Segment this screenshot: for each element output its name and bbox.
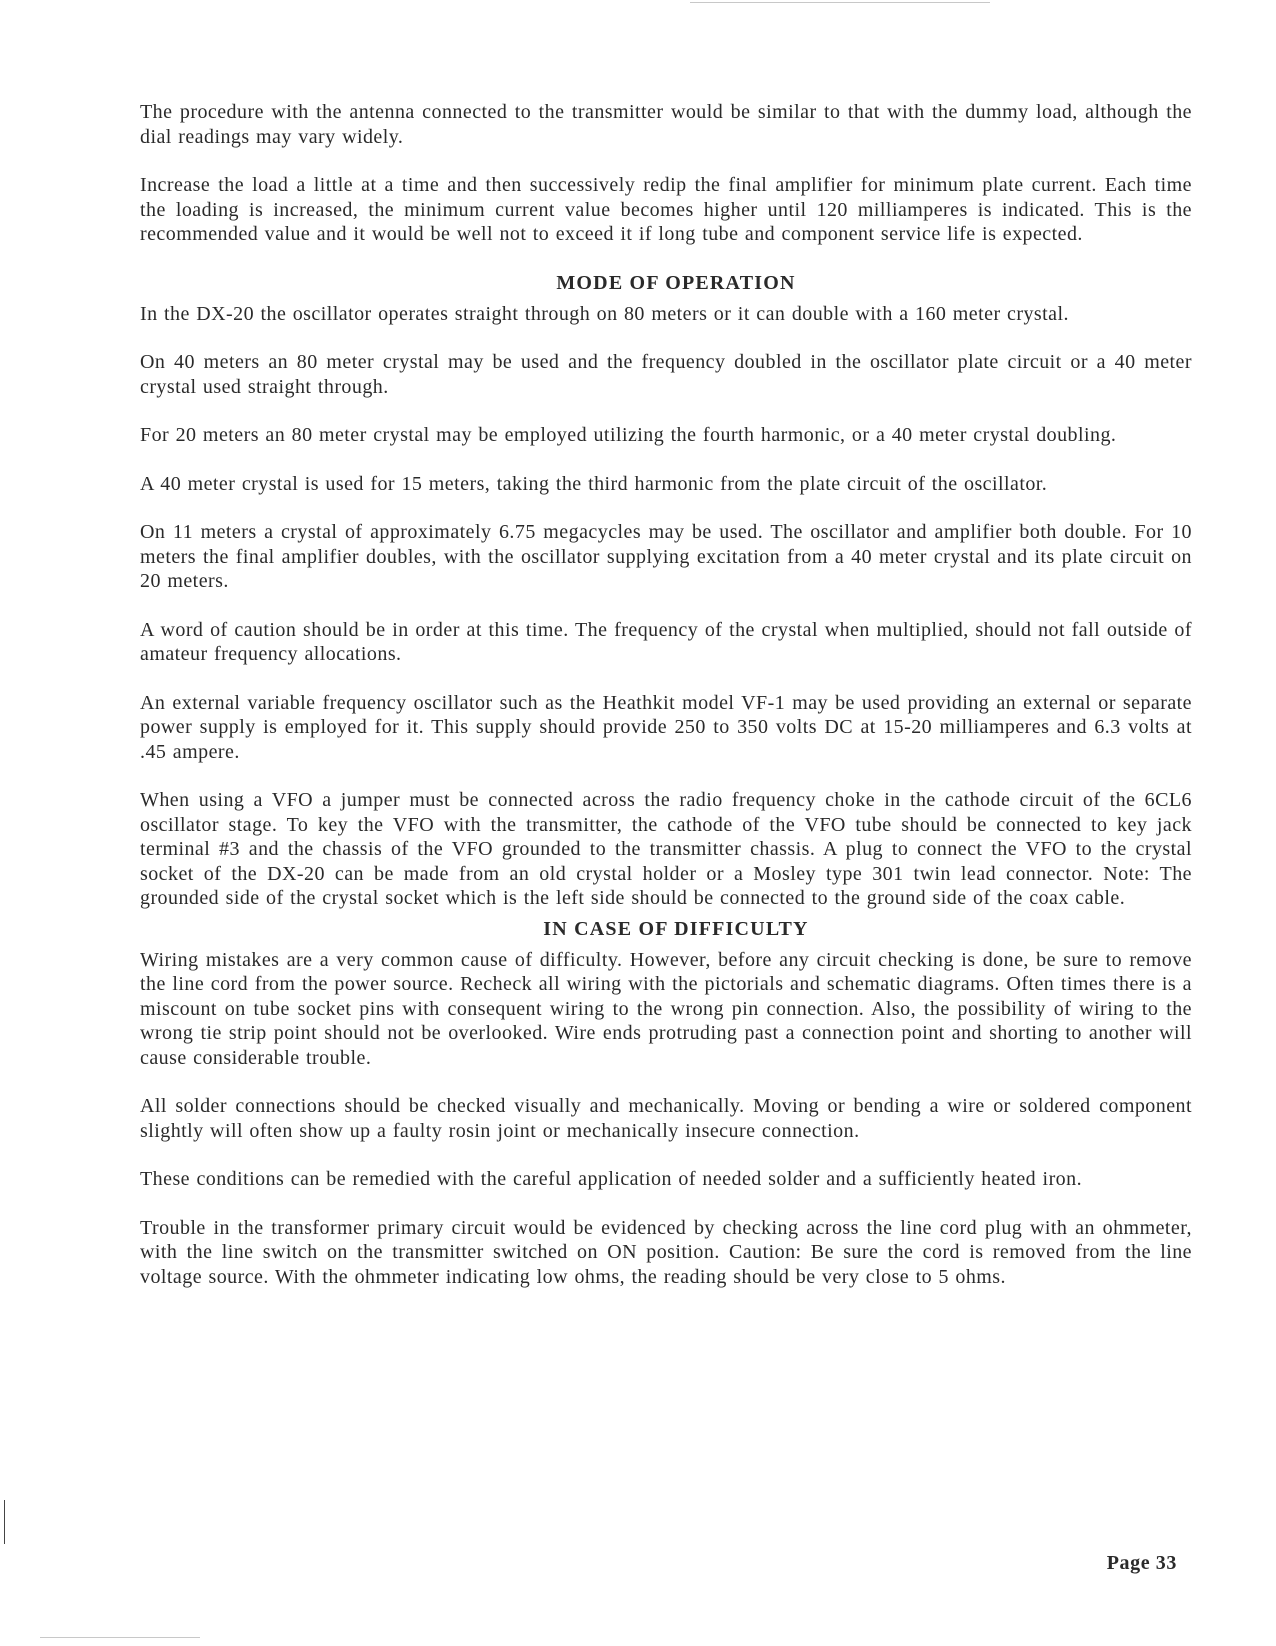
paragraph-vfo-jumper: When using a VFO a jumper must be connected across the radio frequency choke in the cathode circuit of the 6CL6 oscillator stage. To key the VFO with the transmitter, the cathode of the VFO tube should be connected to key jack terminal #3 and the chassis of the VFO grounded to the transmitter chassis. A plug to connect the VFO to the crystal socket of the DX-20 can be made from an old crystal holder or a Mosley type 301 twin lead connector. Note: The grounded side of the crystal socket which is the left side should be connected to the ground side of the coax cable. <box>140 789 1192 909</box>
paragraph-40-meters: On 40 meters an 80 meter crystal may be used and the frequency doubled in the oscillator plate circuit or a 40 meter crystal used straight through. <box>140 351 1192 398</box>
heading-in-case-of-difficulty: IN CASE OF DIFFICULTY <box>543 917 809 940</box>
heading-mode-of-operation: MODE OF OPERATION <box>556 271 796 294</box>
paragraph-increase-load: Increase the load a little at a time and then successively redip the final amplifier for minimum plate current. Each time the loading is increased, the minimum current value becomes higher until 120 milliamperes is indicated. This is the recommended value and it would be well not to exceed it if long tube and component service life is expected. <box>140 174 1192 245</box>
paragraph-solder-connections: All solder connections should be checked visually and mechanically. Moving or bending a wire or soldered component slightly will often show up a faulty rosin joint or mechanically insecure connection. <box>140 1095 1192 1142</box>
paragraph-antenna-procedure: The procedure with the antenna connected to the transmitter would be similar to that with the dummy load, although the dial readings may vary widely. <box>140 101 1192 148</box>
paragraph-caution: A word of caution should be in order at this time. The frequency of the crystal when multiplied, should not fall outside of amateur frequency allocations. <box>140 618 1192 665</box>
page-number: Page 33 <box>1106 1552 1177 1574</box>
scan-artifact-bottom <box>40 1637 200 1638</box>
scan-artifact-top <box>690 2 990 3</box>
scan-artifact-margin <box>4 1500 5 1544</box>
paragraph-transformer-primary: Trouble in the transformer primary circuit would be evidenced by checking across the line cord plug with an ohmmeter, with the line switch on the transmitter switched on ON position. Caution: Be sure the cord is removed from the line voltage source. With the ohmmeter indicating low ohms, the reading should be very close to 5 ohms. <box>140 1216 1192 1288</box>
paragraph-remedied: These conditions can be remedied with the careful application of needed solder and a sufficiently heated iron. <box>140 1168 1083 1190</box>
paragraph-external-vfo: An external variable frequency oscillator such as the Heathkit model VF-1 may be used providing an external or separate power supply is employed for it. This supply should provide 250 to 350 volts DC at 15-20 milliamperes and 6.3 volts at .45 ampere. <box>140 691 1192 763</box>
paragraph-wiring-mistakes: Wiring mistakes are a very common cause of difficulty. However, before any circuit checking is done, be sure to remove the line cord from the power source. Recheck all wiring with the pictorials and schematic diagrams. Often times there is a miscount on tube socket pins with consequent wiring to the wrong pin connection. Also, the possibility of wiring to the wrong tie strip point should not be overlooked. Wire ends protruding past a connection point and shorting to another will cause considerable trouble. <box>140 948 1192 1069</box>
paragraph-oscillator-80m: In the DX-20 the oscillator operates straight through on 80 meters or it can double with a 160 meter crystal. <box>140 302 1069 325</box>
document-body <box>140 100 1192 1313</box>
paragraph-11-10-meters: On 11 meters a crystal of approximately 6.75 megacycles may be used. The oscillator and amplifier both double. For 10 meters the final amplifier doubles, with the oscillator supplying excitation from a 40 meter crystal and its plate circuit on 20 meters. <box>140 521 1192 592</box>
paragraph-20-meters: For 20 meters an 80 meter crystal may be employed utilizing the fourth harmonic, or a 40 meter crystal doubling. <box>140 424 1117 446</box>
paragraph-15-meters: A 40 meter crystal is used for 15 meters, taking the third harmonic from the plate circuit of the oscillator. <box>140 472 1048 495</box>
